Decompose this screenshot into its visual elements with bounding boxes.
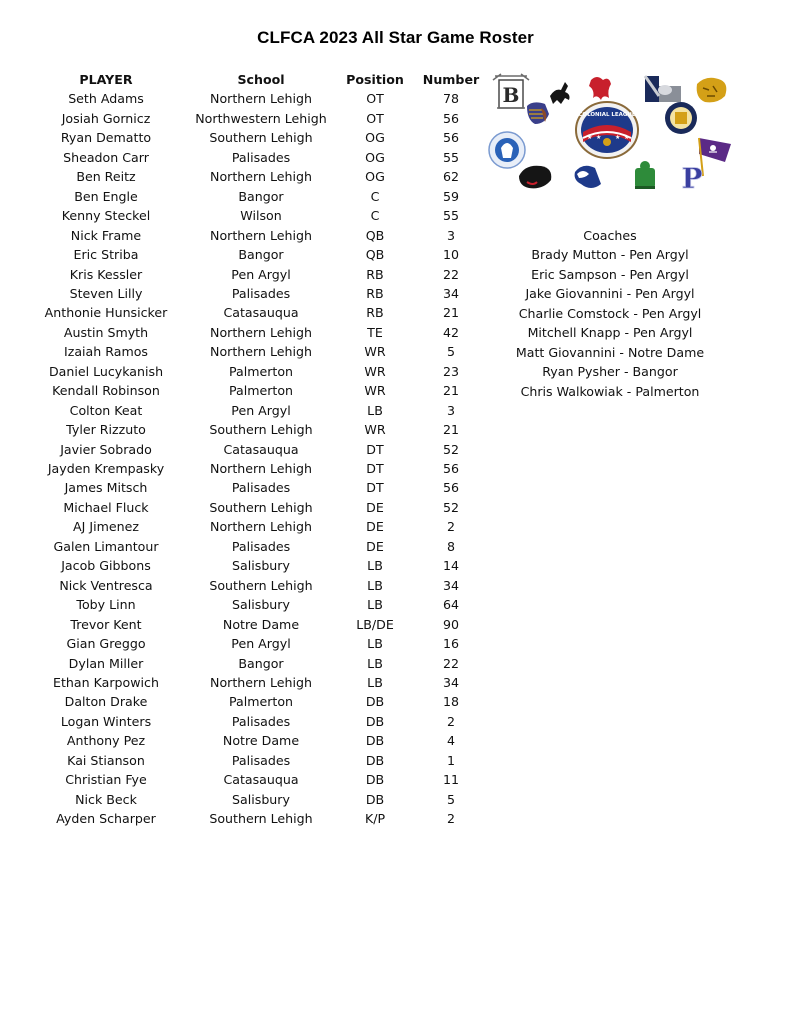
number-cell: 10 [442,247,460,263]
player-cell: Steven Lilly [69,285,143,301]
school-cell: Pen Argyl [231,266,291,282]
table-row [0,498,480,517]
school-cell: Pen Argyl [231,402,291,418]
number-cell: 22 [442,655,460,671]
svg-text:P: P [681,162,703,195]
school-cell: Catasauqua [223,441,299,457]
coach-item: Ryan Pysher - Bangor [542,364,678,380]
svg-text:B: B [502,83,520,107]
school-cell: Palmerton [228,694,294,710]
number-cell: 59 [442,188,460,204]
pirate-flag-logo-icon [699,138,731,176]
coach-item: Jake Giovannini - Pen Argyl [525,286,695,302]
player-cell: Nick Beck [75,791,137,807]
player-cell: Josiah Gornicz [61,110,151,126]
table-row [0,673,480,692]
player-cell: Logan Winters [60,713,152,729]
table-row [0,654,480,673]
player-cell: AJ Jimenez [73,519,139,535]
table-row [0,459,480,478]
school-cell: Northern Lehigh [210,91,312,107]
player-cell: Dylan Miller [68,655,144,671]
player-cell: Christian Fye [65,772,147,788]
school-cell: Southern Lehigh [209,499,313,515]
position-cell: DB [365,772,385,788]
table-row [0,362,480,381]
position-cell: WR [364,363,386,379]
number-cell: 55 [442,149,460,165]
position-cell: OG [365,130,385,146]
table-row [0,731,480,750]
coaches-list [490,245,730,401]
school-cell: Palisades [231,480,291,496]
player-cell: Ben Engle [74,188,138,204]
table-row [0,206,480,225]
position-cell: LB [367,636,383,652]
table-row [0,770,480,789]
table-row [0,109,480,128]
player-cell: Kris Kessler [69,266,143,282]
school-cell: Northern Lehigh [210,674,312,690]
table-row [0,556,480,575]
player-cell: Nick Ventresca [59,577,153,593]
coaches-section [490,226,730,401]
red-eagle-logo-icon [589,77,611,100]
table-row [0,381,480,400]
player-cell: James Mitsch [64,480,148,496]
spartan-logo-icon [489,132,525,168]
coaches-heading: Coaches [583,228,637,243]
player-cell: Jayden Krempasky [47,461,165,476]
school-cell: Bangor [238,247,284,263]
number-cell: 56 [442,461,460,476]
player-cell: Dalton Drake [64,694,148,710]
number-cell: 2 [446,519,455,535]
indian-head-logo-icon [527,102,549,124]
school-cell: Bangor [238,655,284,671]
school-cell: Salisbury [232,597,290,613]
svg-text:★: ★ [615,134,621,141]
position-cell: QB [365,227,385,243]
player-cell: Izaiah Ramos [64,344,148,360]
position-cell: LB [367,655,383,671]
position-cell: DB [365,733,385,749]
player-cell: Colton Keat [69,402,143,418]
table-row [0,148,480,167]
school-cell: Catasauqua [223,772,299,788]
player-cell: Galen Limantour [53,538,159,554]
school-cell: Salisbury [232,791,290,807]
table-row [0,809,480,828]
number-cell: 11 [442,772,460,788]
table-row [0,576,480,595]
player-cell: Kai Stianson [67,752,145,768]
position-cell: WR [364,383,386,399]
position-cell: LB [367,558,383,574]
position-cell: OT [366,110,384,126]
school-cell: Palisades [231,713,291,729]
number-cell: 8 [446,538,455,554]
position-cell: LB [367,674,383,690]
school-cell: Northern Lehigh [210,519,312,535]
table-row [0,167,480,186]
page-title: CLFCA 2023 All Star Game Roster [257,28,534,47]
position-cell: DE [366,538,384,554]
header-player: PLAYER [79,72,133,87]
table-row [0,440,480,459]
school-cell: Palisades [231,149,291,165]
number-cell: 21 [442,422,460,438]
position-cell: C [370,188,380,204]
table-row [0,323,480,342]
table-row [0,303,480,322]
table-row [0,284,480,303]
number-cell: 1 [446,752,455,768]
player-cell: Ayden Scharper [56,811,156,827]
position-cell: LB [367,577,383,593]
coach-item: Mitchell Knapp - Pen Argyl [527,325,693,341]
number-cell: 3 [446,402,455,418]
number-cell: 52 [442,441,460,457]
school-cell: Catasauqua [223,305,299,321]
position-cell: LB/DE [356,616,394,632]
position-cell: LB [367,597,383,613]
table-row [0,790,480,809]
player-cell: Seth Adams [68,91,144,107]
coach-item: Matt Giovannini - Notre Dame [515,344,705,360]
school-cell: Notre Dame [222,616,300,632]
number-cell: 34 [442,674,460,690]
school-cell: Southern Lehigh [209,811,313,827]
table-row [0,187,480,206]
table-row [0,401,480,420]
school-cell: Northern Lehigh [210,169,312,185]
number-cell: 90 [442,616,460,632]
school-cell: Bangor [238,188,284,204]
panther-logo-icon [519,166,551,189]
position-cell: RB [366,285,384,301]
number-cell: 34 [442,285,460,301]
table-row [0,89,480,108]
number-cell: 2 [446,811,455,827]
position-cell: DE [366,519,384,535]
school-cell: Notre Dame [222,733,300,749]
number-cell: 23 [442,363,460,379]
number-cell: 4 [446,733,455,749]
table-row [0,712,480,731]
player-cell: Nick Frame [70,227,142,243]
number-cell: 42 [442,324,460,340]
table-row [0,595,480,614]
number-cell: 2 [446,713,455,729]
position-cell: DT [366,480,384,496]
player-cell: Michael Fluck [63,499,149,515]
coach-item: Brady Mutton - Pen Argyl [531,247,689,263]
school-cell: Northern Lehigh [210,461,312,476]
player-cell: Anthony Pez [66,733,146,749]
school-cell: Southern Lehigh [209,130,313,146]
logos-svg [485,68,745,198]
header-school: School [237,72,285,87]
school-cell: Northwestern Lehigh [195,110,327,126]
position-cell: TE [367,324,383,340]
player-cell: Daniel Lucykanish [48,363,164,379]
position-cell: DB [365,694,385,710]
position-cell: RB [366,305,384,321]
number-cell: 55 [442,208,460,224]
number-cell: 56 [442,110,460,126]
school-cell: Palmerton [228,363,294,379]
table-row [0,751,480,770]
number-cell: 5 [446,791,455,807]
coach-item: Eric Sampson - Pen Argyl [531,266,689,282]
position-cell: DB [365,713,385,729]
position-cell: WR [364,344,386,360]
school-cell: Palisades [231,538,291,554]
tiger-logo-icon [697,78,727,103]
table-row [0,245,480,264]
position-cell: C [370,208,380,224]
school-cell: Wilson [240,208,282,224]
table-row [0,265,480,284]
school-cell: Pen Argyl [231,636,291,652]
table-row [0,420,480,439]
position-cell: K/P [364,811,386,827]
table-row [0,517,480,536]
northern-lehigh-logo-icon [645,76,681,102]
player-cell: Ryan Dematto [60,130,152,146]
table-row [0,692,480,711]
position-cell: WR [364,422,386,438]
number-cell: 64 [442,597,460,613]
colonial-league-badge-text: COLONIAL LEAGUE [578,112,636,118]
player-cell: Ben Reitz [76,169,136,185]
table-row [0,634,480,653]
number-cell: 22 [442,266,460,282]
bronco-logo-icon [550,82,570,104]
number-cell: 5 [446,344,455,360]
blue-eagle-logo-icon [575,166,601,188]
header-number: Number [422,72,480,87]
svg-text:★: ★ [587,134,593,141]
number-cell: 34 [442,577,460,593]
school-cell: Southern Lehigh [209,422,313,438]
position-cell: DE [366,499,384,515]
svg-text:★: ★ [596,134,602,141]
position-cell: DT [366,461,384,476]
colonial-league-badge-icon [576,102,638,158]
player-cell: Toby Linn [76,597,136,613]
position-cell: OG [365,149,385,165]
number-cell: 21 [442,305,460,321]
number-cell: 21 [442,383,460,399]
school-cell: Northern Lehigh [210,324,312,340]
league-logos-collage [485,68,745,198]
header-position: Position [346,72,404,87]
position-cell: DB [365,752,385,768]
player-cell: Austin Smyth [63,324,149,340]
player-cell: Tyler Rizzuto [66,422,146,438]
number-cell: 78 [442,91,460,107]
table-row [0,342,480,361]
table-row [0,537,480,556]
number-cell: 14 [442,558,460,574]
player-cell: Javier Sobrado [60,441,152,457]
coach-item: Chris Walkowiak - Palmerton [520,383,700,399]
table-header-row [0,70,480,89]
position-cell: RB [366,266,384,282]
player-cell: Anthonie Hunsicker [44,305,168,321]
player-cell: Kendall Robinson [52,383,160,399]
school-cell: Palisades [231,752,291,768]
number-cell: 18 [442,694,460,710]
table-row [0,226,480,245]
school-cell: Palisades [231,285,291,301]
green-mascot-logo-icon [635,161,655,189]
position-cell: LB [367,402,383,418]
table-row [0,128,480,147]
bangor-logo-icon [493,74,529,108]
number-cell: 62 [442,169,460,185]
school-cell: Salisbury [232,558,290,574]
notre-dame-seal-icon [665,102,697,134]
table-row [0,478,480,497]
coach-item: Charlie Comstock - Pen Argyl [518,305,702,321]
school-cell: Northern Lehigh [210,227,312,243]
position-cell: DB [365,791,385,807]
number-cell: 16 [442,636,460,652]
player-cell: Eric Striba [73,247,139,263]
player-cell: Kenny Steckel [61,208,151,224]
number-cell: 56 [442,130,460,146]
table-row [0,615,480,634]
player-cell: Sheadon Carr [63,149,149,165]
number-cell: 52 [442,499,460,515]
palisades-p-logo-icon [681,162,702,195]
number-cell: 3 [446,227,455,243]
number-cell: 56 [442,480,460,496]
player-cell: Trevor Kent [70,616,142,632]
school-cell: Palmerton [228,383,294,399]
player-cell: Jacob Gibbons [61,558,151,574]
position-cell: DT [366,441,384,457]
player-cell: Gian Greggo [66,636,146,652]
school-cell: Southern Lehigh [209,577,313,593]
svg-text:★: ★ [624,134,630,141]
position-cell: OT [366,91,384,107]
player-cell: Ethan Karpowich [53,674,159,690]
position-cell: QB [365,247,385,263]
school-cell: Northern Lehigh [210,344,312,360]
position-cell: OG [365,169,385,185]
